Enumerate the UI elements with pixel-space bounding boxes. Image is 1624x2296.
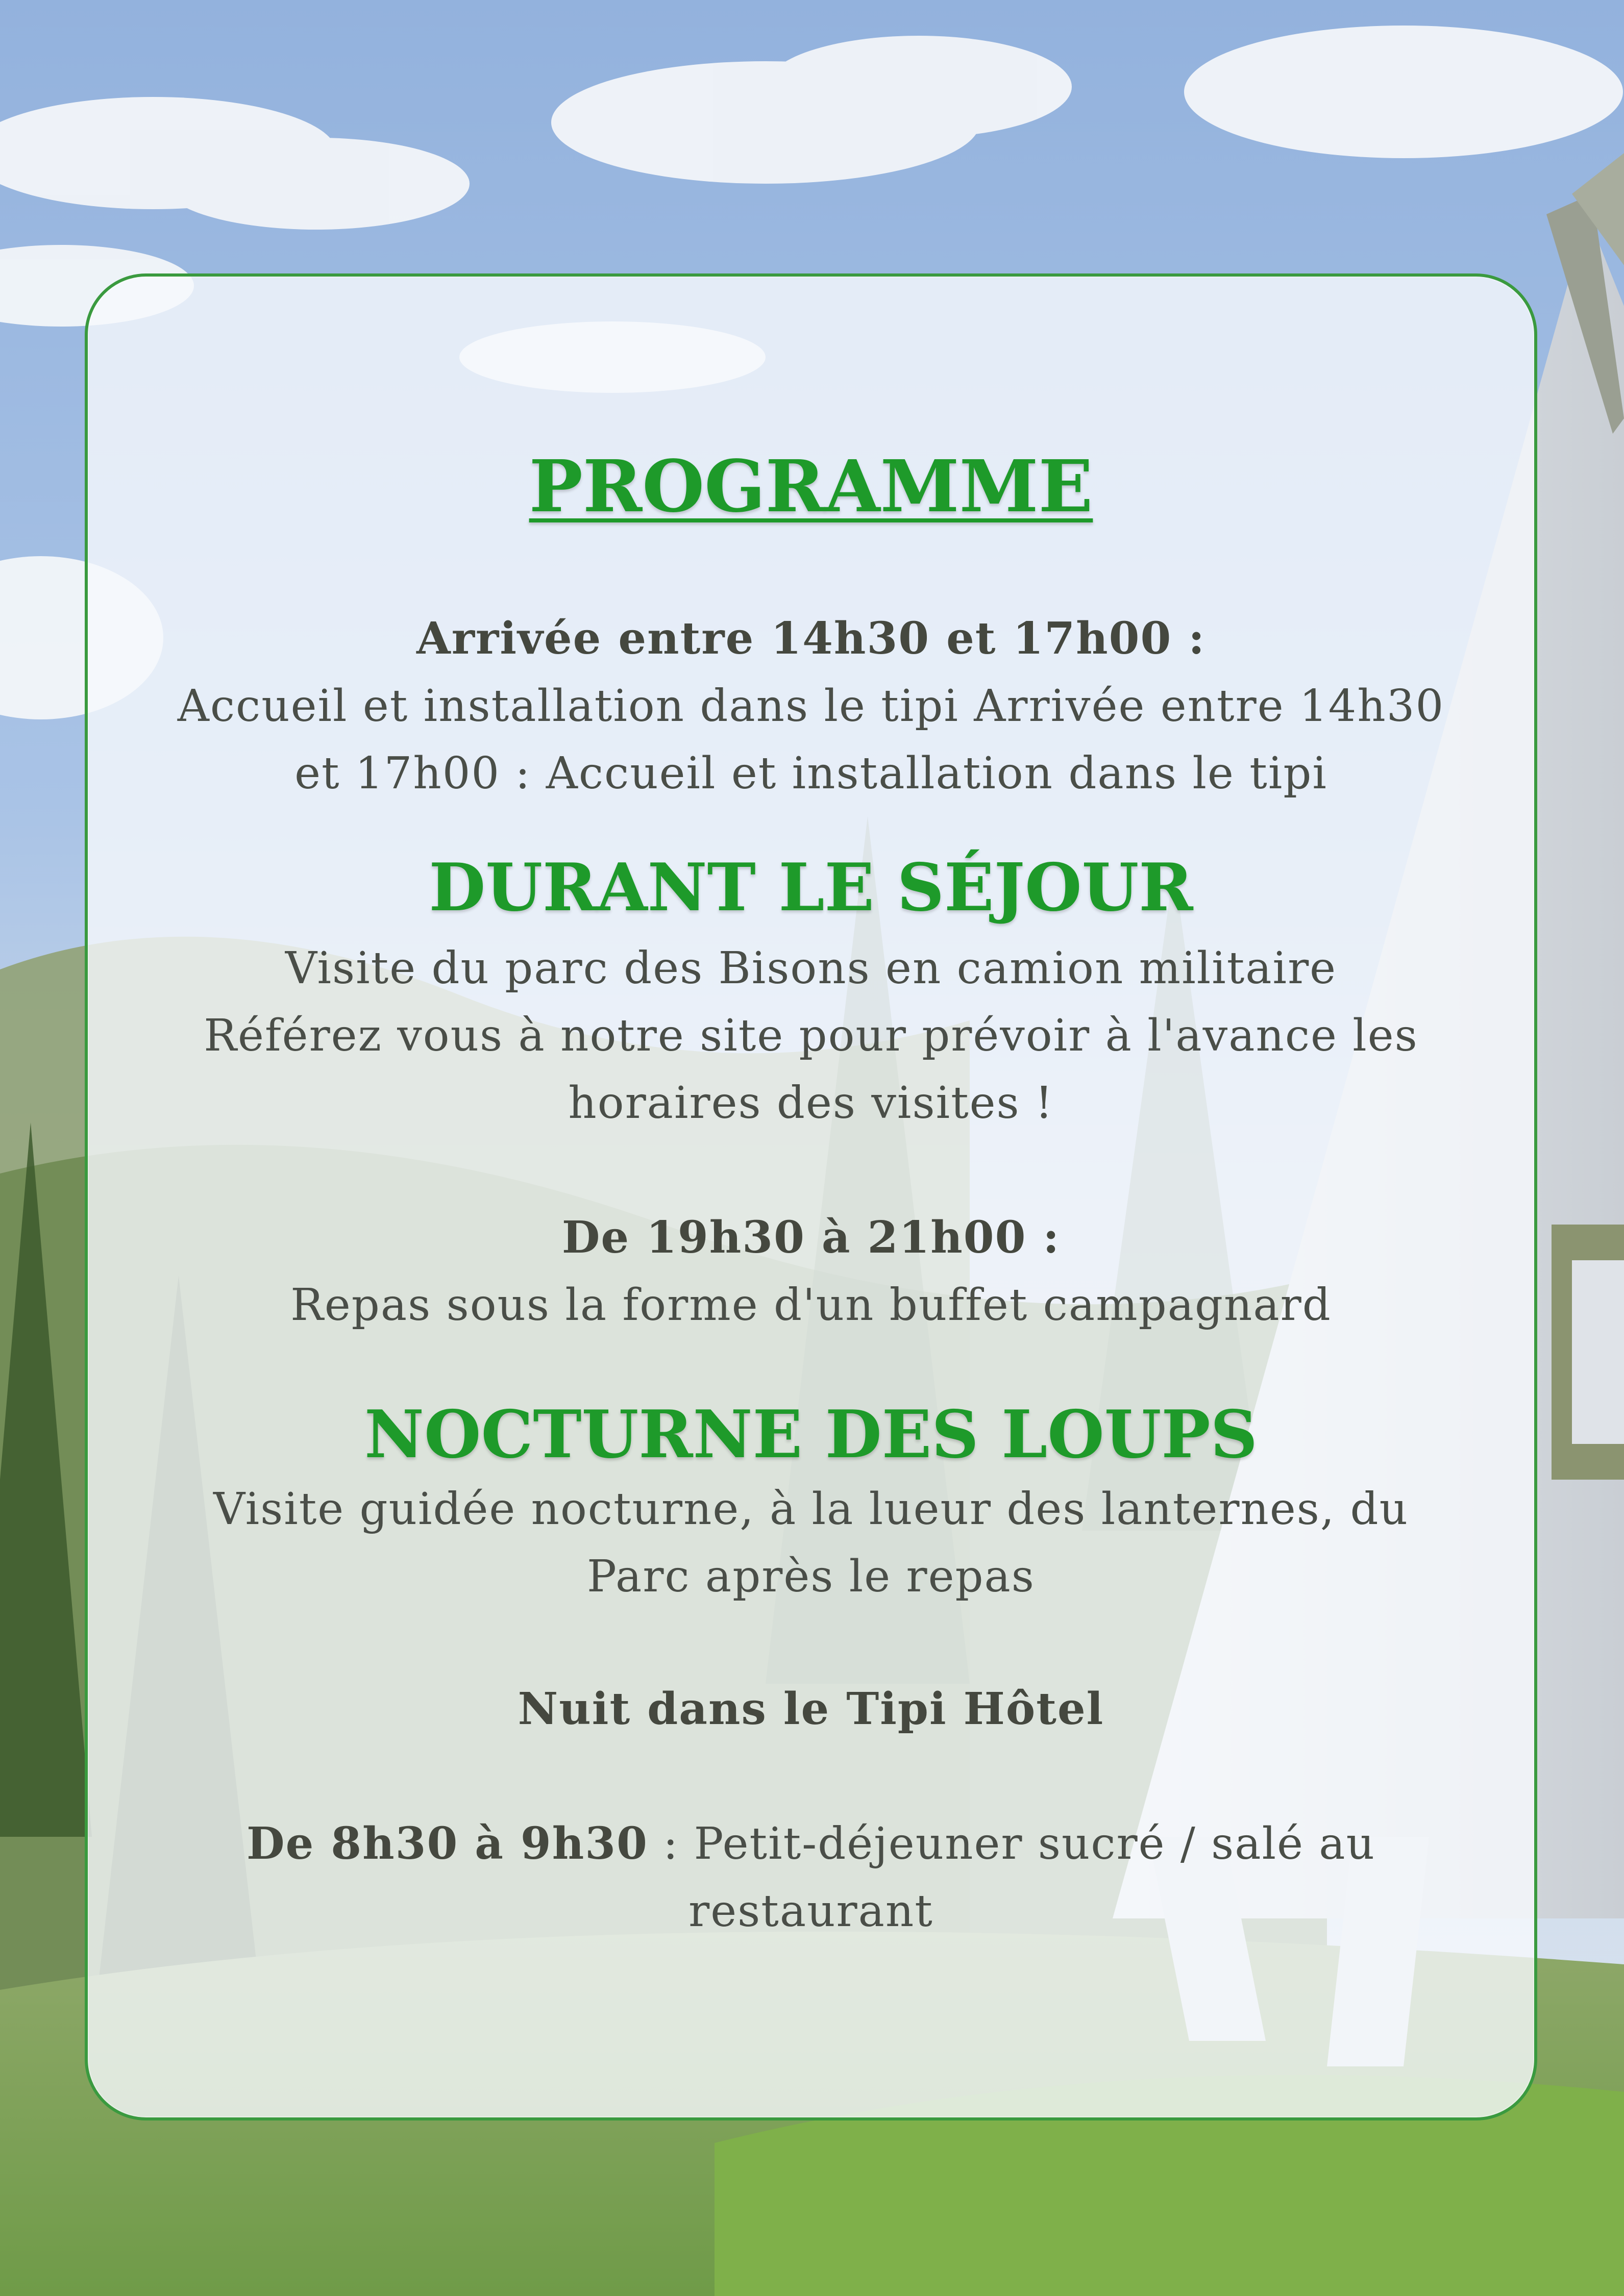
sleep-text: Nuit dans le Tipi Hôtel xyxy=(518,1683,1104,1735)
breakfast-time: De 8h30 à 9h30 xyxy=(247,1818,648,1869)
night-line-1: Visite guidée nocturne, à la lueur des lanternes, du xyxy=(213,1484,1409,1535)
night-heading: NOCTURNE DES LOUPS xyxy=(364,1396,1258,1473)
arrival-line-2: et 17h00 : Accueil et installation dans le tipi xyxy=(294,748,1327,799)
page-title: PROGRAMME xyxy=(529,445,1093,529)
stay-line-1: Visite du parc des Bisons en camion militaire xyxy=(285,943,1337,994)
breakfast-text: : Petit-déjeuner sucré / salé au xyxy=(648,1818,1375,1869)
stay-heading: DURANT LE SÉJOUR xyxy=(429,850,1193,926)
stay-line-3: horaires des visites ! xyxy=(568,1078,1054,1129)
stay-line-2: Référez vous à notre site pour prévoir à l'avance les xyxy=(204,1010,1418,1061)
breakfast-line-1 xyxy=(85,1810,1537,1878)
dinner-text: Repas sous la forme d'un buffet campagnard xyxy=(290,1280,1332,1331)
arrival-time: Arrivée entre 14h30 et 17h00 : xyxy=(416,613,1206,664)
arrival-line-1: Accueil et installation dans le tipi Arrivée entre 14h30 xyxy=(177,681,1445,732)
night-line-2: Parc après le repas xyxy=(587,1551,1035,1602)
dinner-time: De 19h30 à 21h00 : xyxy=(561,1212,1061,1263)
breakfast-line-2: restaurant xyxy=(688,1886,933,1937)
